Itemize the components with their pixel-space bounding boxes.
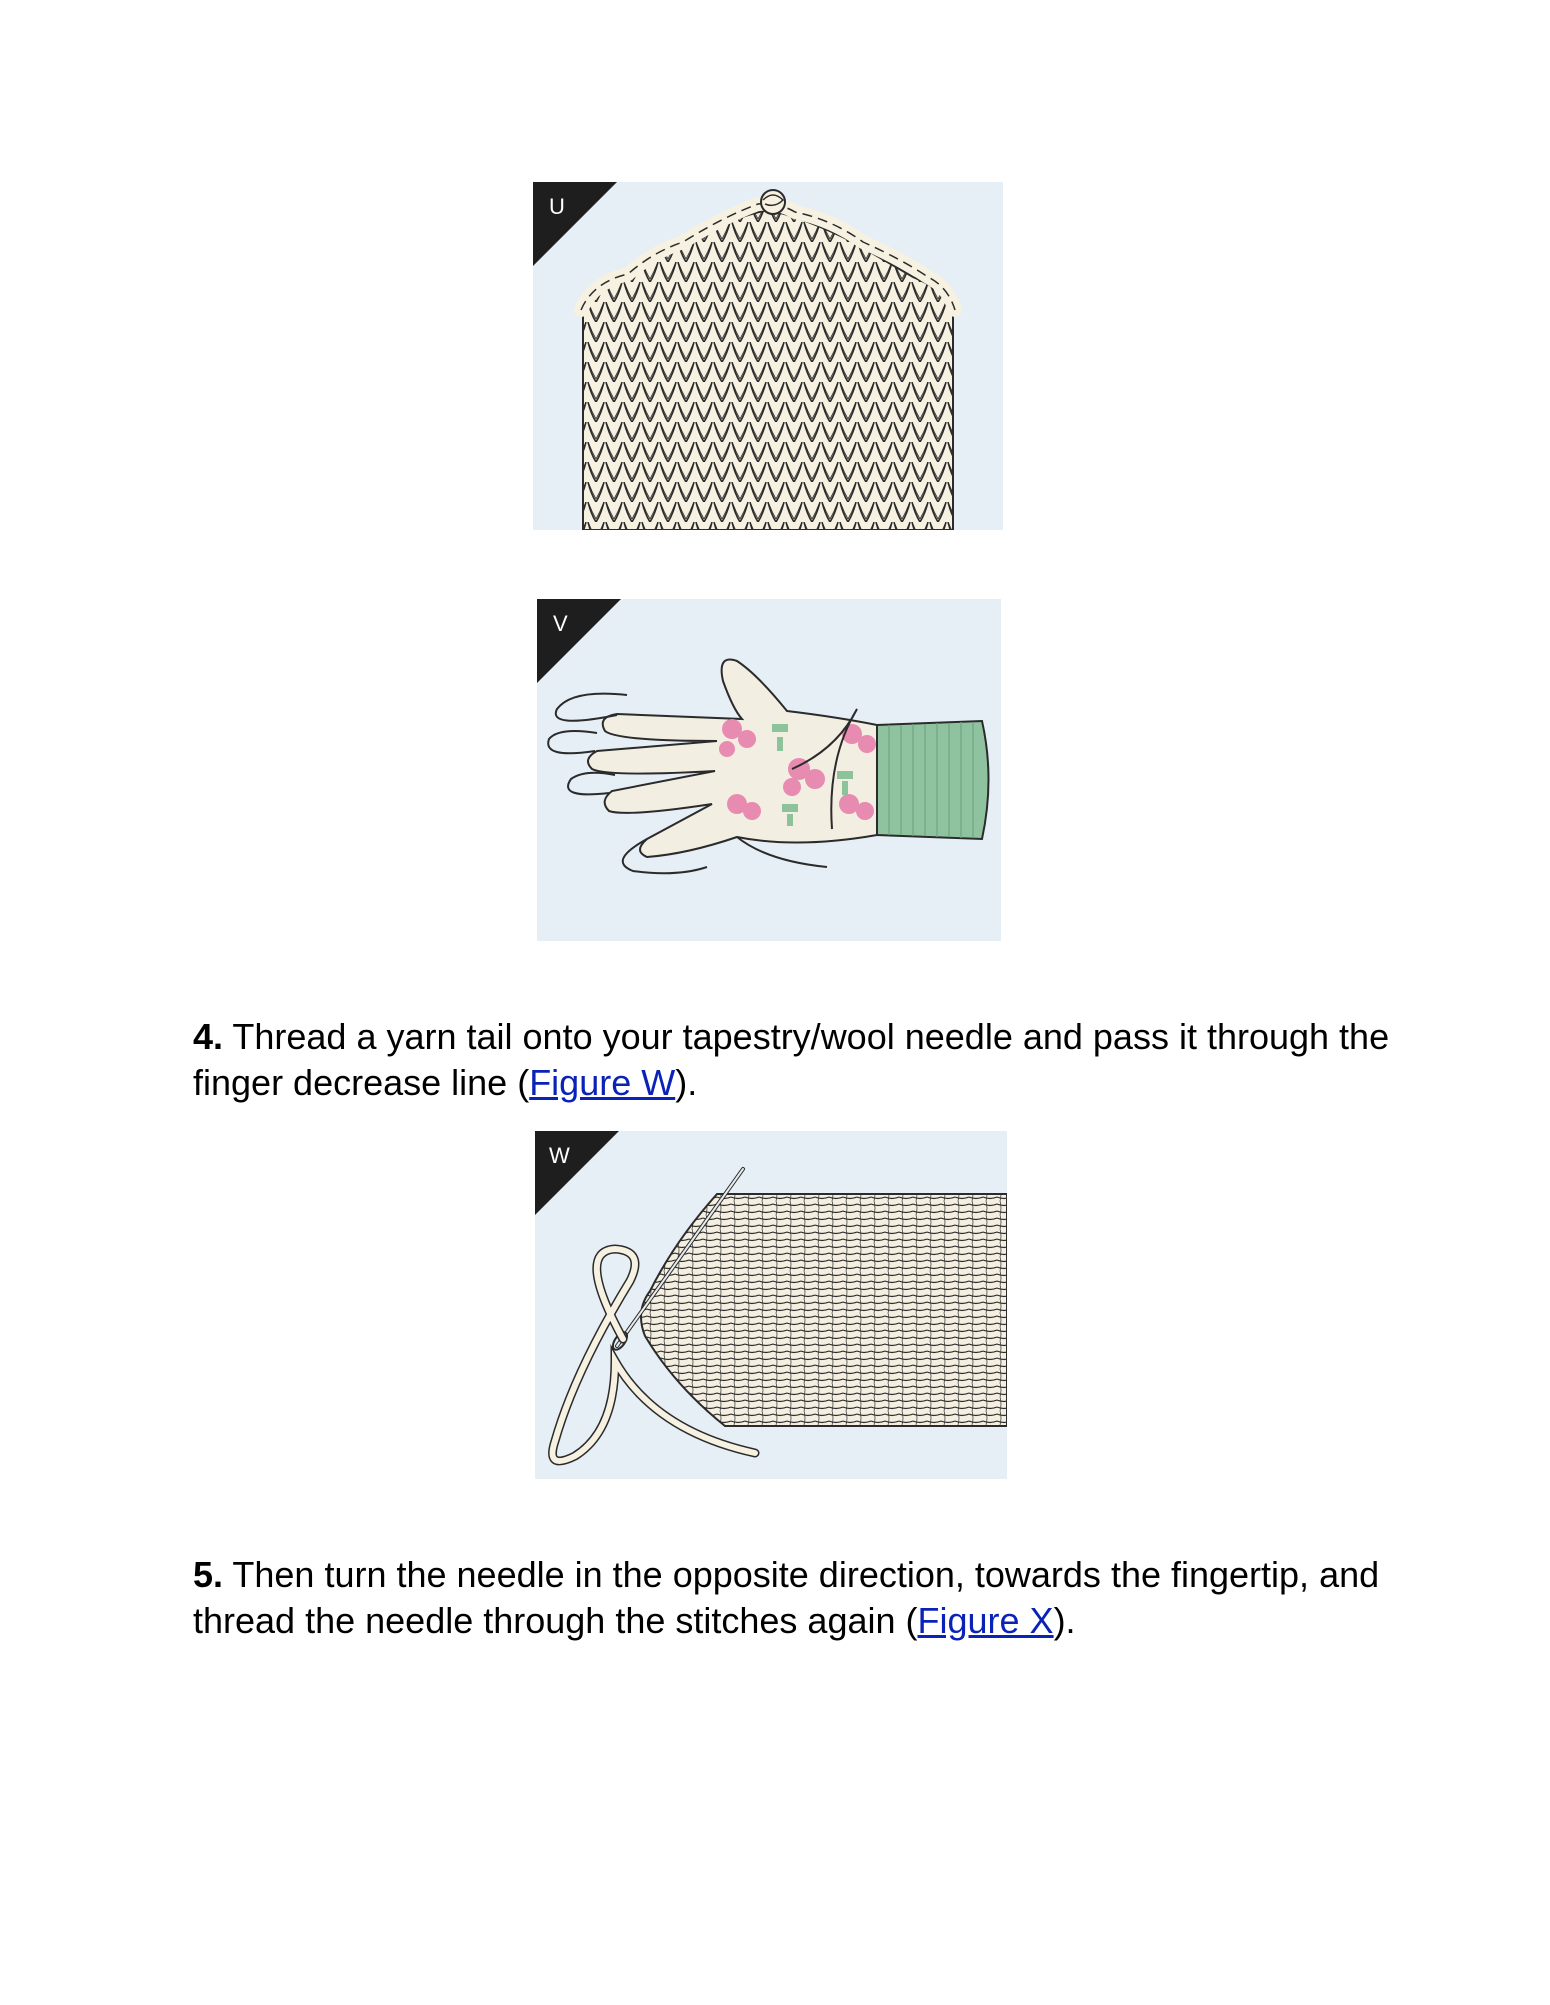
step-5-text-end: ). <box>1053 1600 1076 1641</box>
step-4-number: 4. <box>193 1016 224 1057</box>
figure-u <box>533 182 1003 530</box>
step-5-number: 5. <box>193 1554 224 1595</box>
figure-w-label: W <box>549 1143 570 1168</box>
step-4-text: Thread a yarn tail onto your tapestry/wool needle and pass it through the finger decrease line ( <box>193 1016 1390 1103</box>
step-5-text: Then turn the needle in the opposite direction, towards the fingertip, and thread the needle through the stitches again ( <box>193 1554 1380 1641</box>
figure-v <box>537 599 1001 941</box>
step-4-text-end: ). <box>675 1062 698 1103</box>
figure-v-label: V <box>553 611 568 636</box>
figure-u-illustration <box>533 182 1003 530</box>
step-5-paragraph <box>193 1552 1393 1644</box>
step-4-paragraph <box>193 1014 1393 1106</box>
figure-w-illustration <box>535 1131 1007 1479</box>
figure-w <box>535 1131 1007 1479</box>
figure-u-label: U <box>549 194 565 219</box>
figure-v-illustration <box>537 599 1001 941</box>
figure-w-link[interactable]: Figure W <box>529 1062 676 1103</box>
figure-x-link[interactable]: Figure X <box>917 1600 1054 1641</box>
